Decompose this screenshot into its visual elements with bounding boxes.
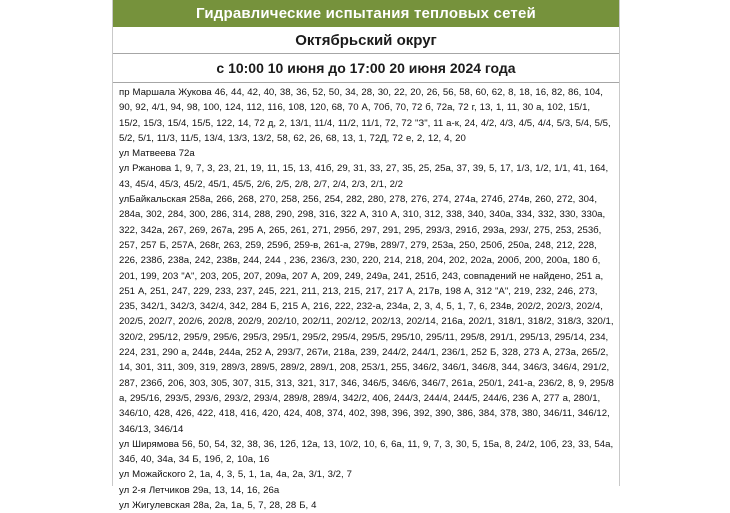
address-entry-letchikov: ул 2-я Летчиков 29а, 13, 14, 16, 26а	[119, 484, 280, 496]
address-entry-zhigulevskaya: ул Жигулевская 28а, 2а, 1а, 5, 7, 28, 28 Б, 4	[119, 500, 317, 512]
address-entry-shiryamova: ул Ширямова 56, 50, 54, 32, 38, 36, 12б, 12а, 13, 10/2, 10, 6, 6а, 11, 9, 7, 3, 30, 5, 15а, 8, 24/2, 10б, 23, 33, 54а, 34б, 40, 34а, 34 Б, 19б, 2, 10а, 16	[119, 438, 614, 466]
address-entry-mozhaiskogo: ул Можайского 2, 1а, 4, 3, 5, 1, 1а, 4а, 2а, 3/1, 3/2, 7	[119, 469, 352, 481]
address-entry-matveeva: ул Матвеева 72а	[119, 148, 195, 160]
notice-document	[112, 0, 620, 512]
address-entry-rzhanova: ул Ржанова 1, 9, 7, 3, 23, 21, 19, 11, 15, 13, 41б, 29, 31, 33, 27, 35, 25, 25а, 37, 39, 5, 17, 1/3, 1/2, 1/1, 41, 164, 43, 45/4, 45/3, 45/2, 45/1, 45/5, 2/6, 2/5, 2/8, 2/7, 2/4, 2/3, 2/1, 2/2	[119, 163, 609, 190]
address-entry-zhukova: пр Маршала Жукова 46, 44, 42, 40, 38, 36, 52, 50, 34, 28, 30, 22, 20, 26, 56, 58, 60, 62, 8, 18, 16, 82, 86, 104, 90, 92, 4/1, 94, 98, 100, 124, 112, 116, 108, 120, 68, 70 А, 70б, 70, 72 б, 72а, 72 г, 13, 1, 11, 30 а, 102, 15/1, 15/2, 15/3, 15/4, 15/5, 122, 14, 72 д, 2, 13/1, 11/4, 11/2, 11/1, 72, 72 "З", 11 а-к, 24, 4/2, 4/3, 4/5, 4/4, 5/3, 5/4, 5/5, 5/2, 5/1, 11/3, 11/5, 13/4, 13/3, 13/2, 58, 62, 26, 68, 13, 1, 72Д, 72 е, 2, 12, 4, 20	[119, 87, 611, 144]
district-heading: Октябрьский округ	[113, 27, 619, 54]
notice-title: Гидравлические испытания тепловых сетей	[113, 0, 619, 27]
period-heading: с 10:00 10 июня до 17:00 20 июня 2024 года	[113, 54, 619, 83]
address-list	[113, 83, 619, 513]
address-entry-baikalskaya: улБайкальская 258а, 266, 268, 270, 258, 256, 254, 282, 280, 278, 276, 274, 274а, 274б, 274в, 260, 272, 304, 284а, 302, 284, 300, 286, 314, 288, 290, 298, 316, 322 А, 310 А, 310, 312, 338, 340, 340а, 334, 332, 330, 330а, 322, 342а, 267, 269, 267а, 295 А, 265, 261, 271, 295б, 297, 291, 295, 293/3, 291б, 293а, 293/, 275, 253, 253б, 257, 257 Б, 257А, 268г, 263, 259, 259б, 259-в, 261-а, 279в, 289/7, 279, 253а, 250, 250б, 250а, 248, 212, 228, 226, 238б, 238а, 242, 238в, 244, 244 , 236, 236/3, 230, 220, 214, 218, 204, 202, 202а, 200б, 200, 200а, 180 б, 201, 199, 203 "А", 203, 205, 207, 209а, 207 А, 209, 249, 249а, 241, 251б, 243, совпадений не найдено, 251 а, 251 А, 251, 247, 229, 233, 237, 245, 221, 211, 213, 215, 217, 217 А, 217в, 198 А, 312 "А", 219, 232, 246, 273, 235, 342/1, 342/3, 342/4, 342, 284 Б, 215 А, 216, 222, 232-а, 234а, 2, 3, 4, 5, 1, 7, 6, 234в, 202/2, 202/3, 202/4, 202/5, 202/7, 202/6, 202/8, 202/9, 202/10, 202/11, 202/12, 202/13, 202/14, 216а, 202/1, 318/1, 318/2, 318/3, 320/1, 320/2, 295/12, 295/9, 295/6, 295/3, 295/1, 295/2, 295/4, 295/5, 295/10, 295/11, 295/8, 291/1, 295/13, 295/14, 234, 224, 231, 290 а, 244в, 244а, 252 А, 293/7, 267и, 218а, 239, 244/2, 244/1, 236/1, 252 Б, 328, 273 А, 273а, 265/2, 14, 301, 311, 309, 319, 289/3, 289/5, 289/2, 289/1, 208, 253/1, 255, 346/2, 346/1, 346/8, 344, 346/3, 346/4, 291/2, 287, 236б, 206, 303, 305, 307, 315, 313, 321, 317, 346, 346/5, 346/6, 346/7, 261а, 250/1, 241-а, 236/2, 8, 9, 295/8 а, 295/16, 293/5, 293/6, 293/2, 293/4, 289/8, 289/4, 342/2, 406, 244/3, 244/4, 244/5, 244/6, 236 А, 277 а, 280/1, 346/10, 428, 426, 422, 418, 416, 420, 424, 408, 374, 402, 398, 396, 392, 390, 386, 384, 378, 380, 346/11, 346/12, 346/13, 346/14	[119, 194, 614, 435]
